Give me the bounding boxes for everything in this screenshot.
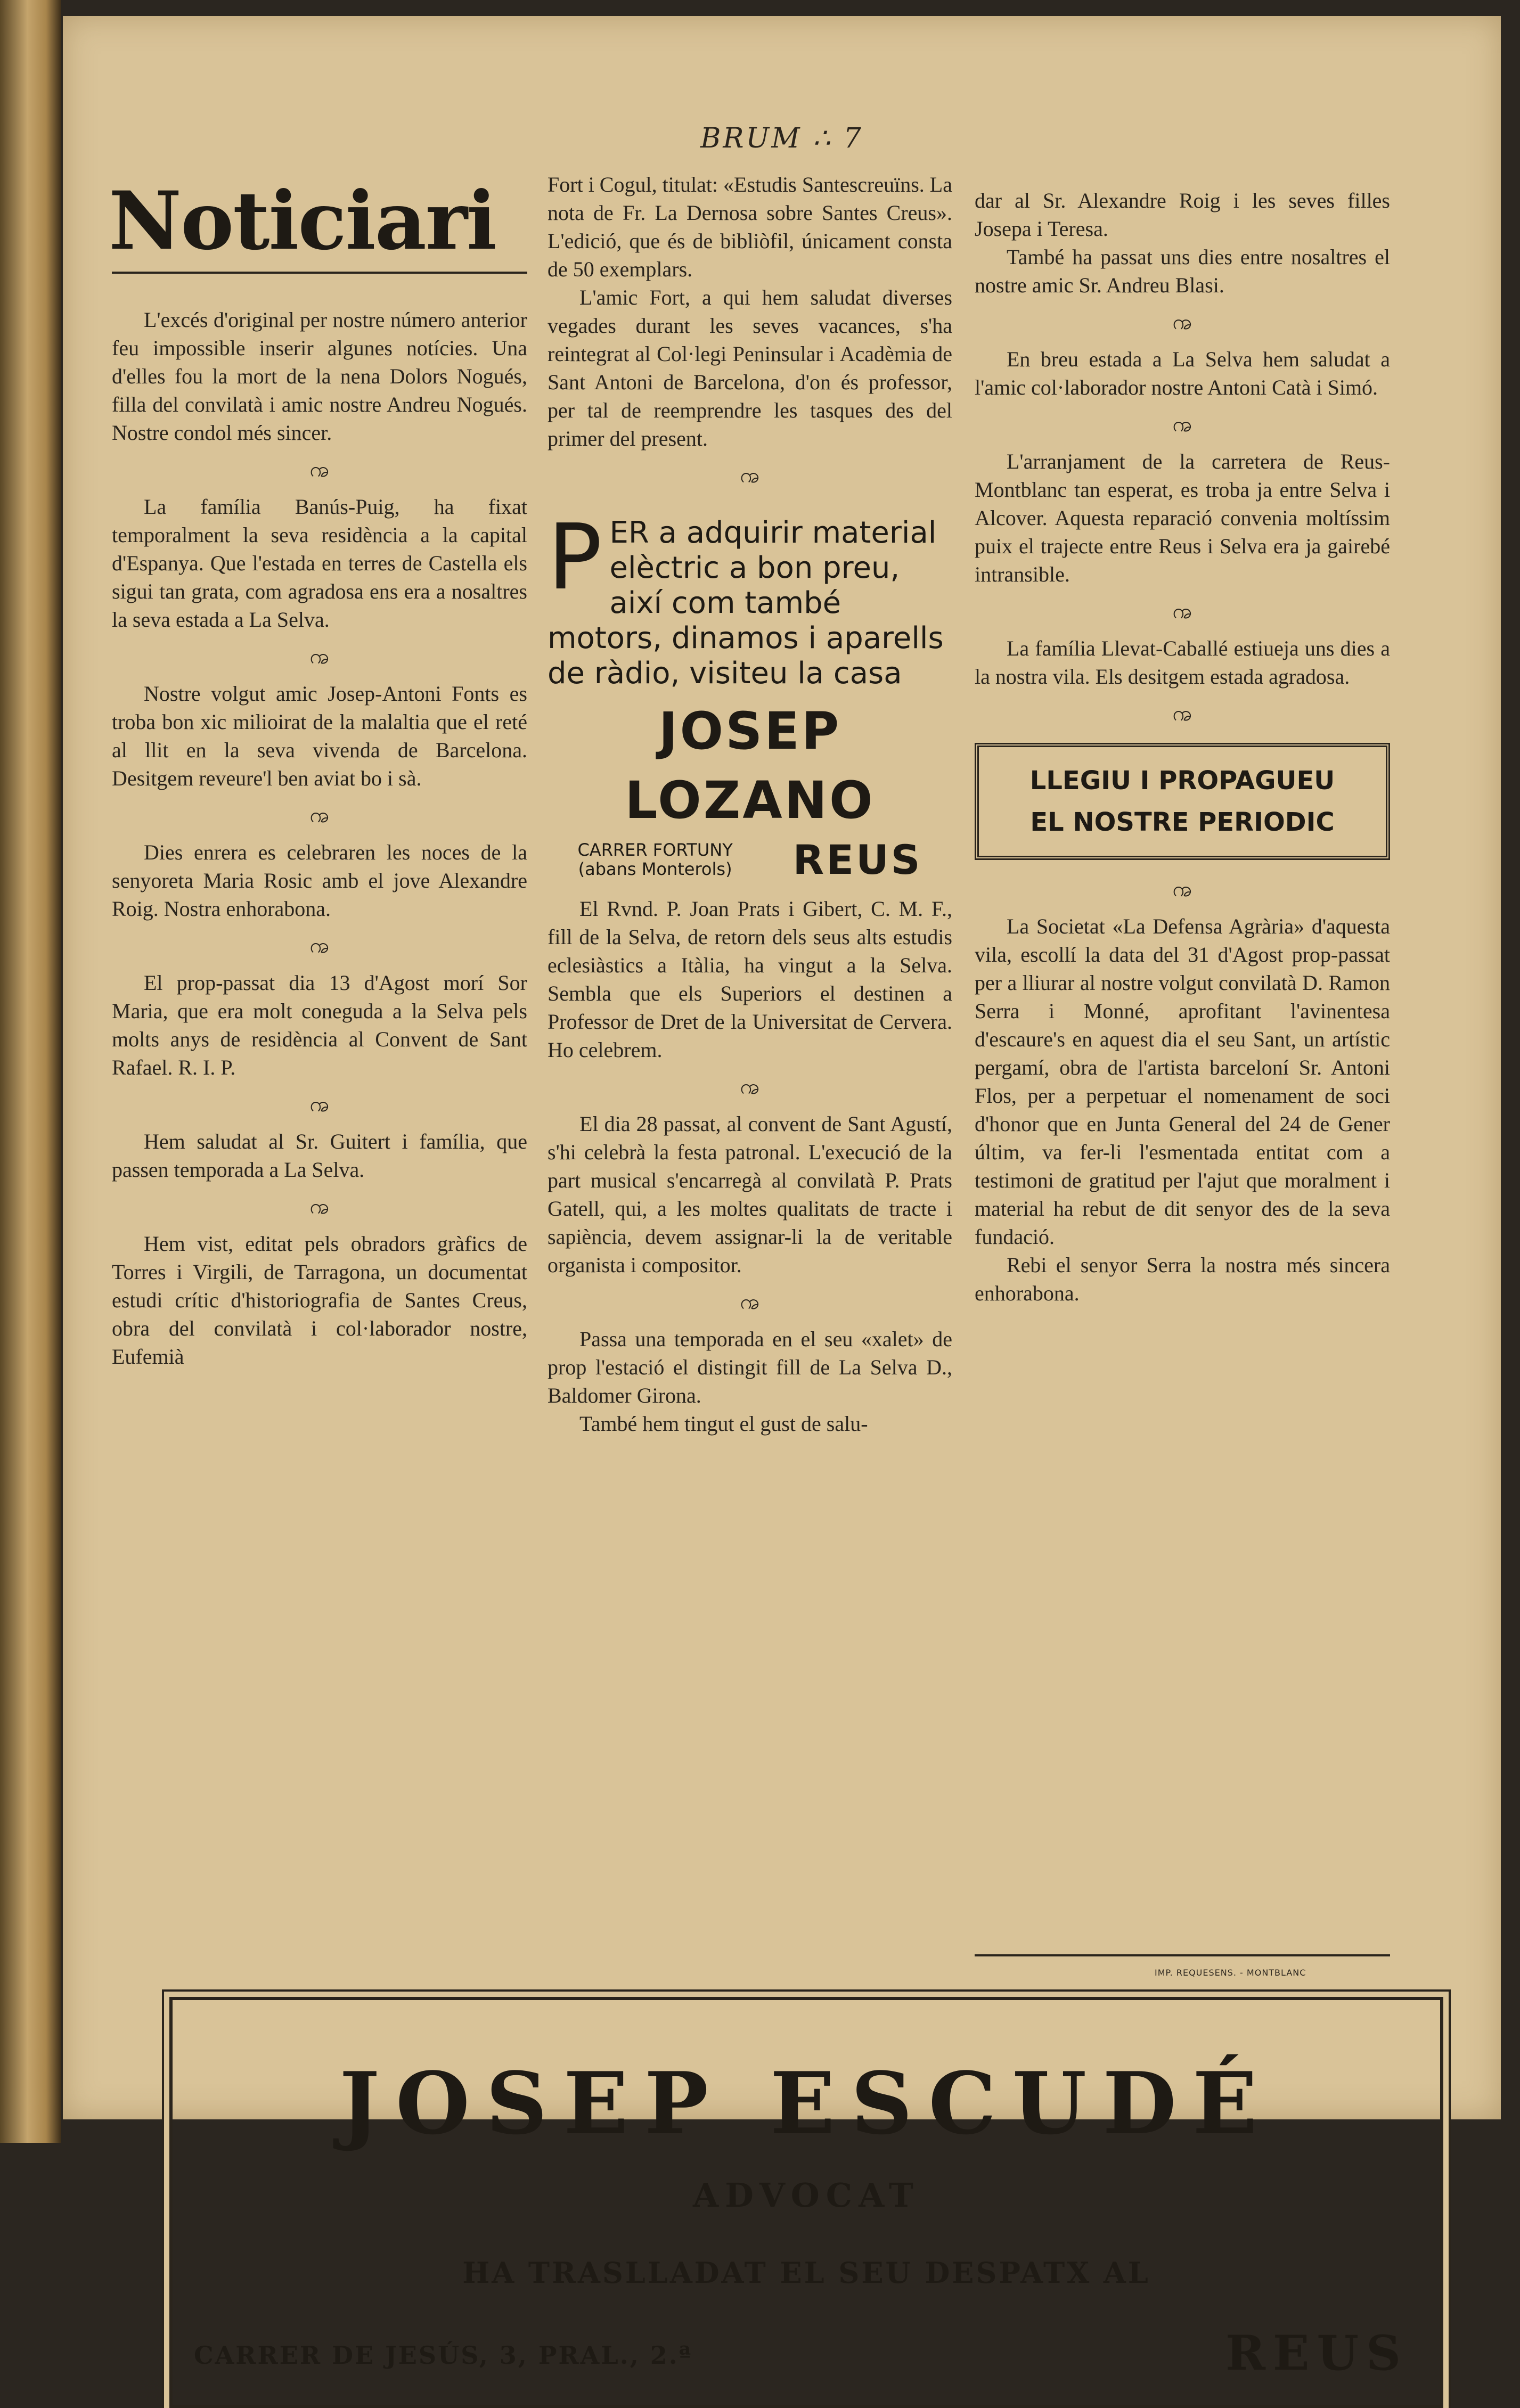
- news-item: Rebi el senyor Serra la nostra més sincera enhorabona.: [975, 1253, 1390, 1305]
- section-title: Noticiari: [109, 174, 496, 268]
- ornament-icon: ꩠ: [1172, 412, 1192, 436]
- ornament-icon: ꩠ: [740, 463, 760, 487]
- ornament-icon: ꩠ: [309, 1194, 330, 1218]
- ornament-icon: ꩠ: [309, 457, 330, 481]
- ornament-icon: ꩠ: [1172, 310, 1192, 334]
- ad-text: ER a adquirir material elèctric a bon preu, així com també motors, dinamos i aparells de ràdio, visiteu la casa: [547, 515, 944, 691]
- promo-line-1: LLEGIU I PROPAGUEU: [1029, 766, 1335, 796]
- title-rule: [112, 272, 527, 274]
- news-item: El prop-passat dia 13 d'Agost morí Sor Maria, que era molt coneguda a la Selva pels molts anys de residència al Convent de Sant Rafael. R. I. P.: [112, 971, 527, 1079]
- promo-box: [975, 743, 1390, 860]
- advocate-name: JOSEP ESCUDÉ: [339, 2053, 1273, 2153]
- news-item: Hem saludat al Sr. Guitert i família, que passen temporada a La Selva.: [112, 1129, 527, 1182]
- escude-advertisement: [169, 1997, 1443, 2408]
- ad-street-note: (abans Monterols): [578, 859, 732, 879]
- news-item: L'excés d'original per nostre número anterior feu impossible inserir algunes notícies. Una d'elles fou la mort de la nena Dolors Nogués, filla del convilatà i amic nostre Andreu Nogués. Nostre condol més sincer.: [112, 308, 527, 445]
- binding-spine: [0, 0, 61, 2143]
- news-item: En breu estada a La Selva hem saludat a l'amic col·laborador nostre Antoni Catà i Simó.: [975, 347, 1390, 399]
- news-item: El Rvnd. P. Joan Prats i Gibert, C. M. F., fill de la Selva, de retorn dels seus alts estudis eclesiàstics a Itàlia, ha vingut a la Selva. Sembla que els Superiors el destinen a Professor de Dret de la Universitat de Cervera. Ho celebrem.: [547, 897, 952, 1062]
- news-item: Dies enrera es celebraren les noces de la senyoreta Maria Rosic amb el jove Alexandre Roig. Nostra enhorabona.: [112, 840, 527, 921]
- drop-cap: P: [547, 505, 602, 610]
- news-item: Hem vist, editat pels obradors gràfics de Torres i Virgili, de Tarragona, un documentat estudi crític d'historiografia de Santes Creus, obra del convilatà i col·laborador nostre, Eufemià: [112, 1232, 527, 1369]
- news-item: També hem tingut el gust de salu-: [579, 1412, 868, 1436]
- ornament-icon: ꩠ: [309, 644, 330, 668]
- advocate-profession: ADVOCAT: [693, 2176, 920, 2215]
- ornament-icon: ꩠ: [740, 1075, 760, 1099]
- ornament-icon: ꩠ: [309, 933, 330, 957]
- office-city: REUS: [1225, 2325, 1408, 2381]
- office-address: CARRER DE JESÚS, 3, PRAL., 2.ª: [194, 2341, 693, 2370]
- ornament-icon: ꩠ: [1172, 877, 1192, 901]
- news-item: La família Llevat-Caballé estiueja uns dies a la nostra vila. Els desitgem estada agradosa.: [975, 636, 1390, 689]
- column-3: [975, 186, 1390, 1307]
- printer-credit: IMP. REQUESENS. - MONTBLANC: [1155, 1968, 1306, 1978]
- lozano-advertisement: [547, 505, 952, 883]
- news-item: Nostre volgut amic Josep-Antoni Fonts es troba bon xic milioirat de la malaltia que el reté al llit en la seva vivenda de Barcelona. Desitgem reveure'l ben aviat bo i sà.: [112, 682, 527, 790]
- running-head: BRUM ∴ 7: [700, 122, 863, 154]
- ornament-icon: ꩠ: [309, 1092, 330, 1116]
- promo-line-2: EL NOSTRE PERIODIC: [1030, 807, 1335, 837]
- ornament-icon: ꩠ: [1172, 701, 1192, 725]
- news-item: La Societat «La Defensa Agrària» d'aquesta vila, escollí la data del 31 d'Agost prop-passat per a lliurar al nostre volgut convilatà D. Ramon Serra i Monné, aprofitant l'avinentesa d'escaure's en aquest dia el seu Sant, un artístic pergamí, obra de l'artista barceloní Sr. Antoni Flos, per a perpetuar el nomenament de soci d'honor que en Junta General del 24 de Gener últim, va fer-li l'esmentada entitat com a testimoni de gratitud per l'ajut que moralment i material ha rebut de dit senyor des de la seva fundació.: [975, 914, 1390, 1249]
- news-item: També ha passat uns dies entre nosaltres el nostre amic Sr. Andreu Blasi.: [975, 245, 1390, 297]
- ornament-icon: ꩠ: [309, 803, 330, 827]
- ornament-icon: ꩠ: [740, 1290, 760, 1314]
- newspaper-page: [63, 16, 1501, 2381]
- column-2: [547, 170, 952, 1438]
- news-item: L'amic Fort, a qui hem saludat diverses vegades durant les seves vacances, s'ha reintegrat al Col·legi Peninsular i Acadèmia de Sant Antoni de Barcelona, d'on és professor, per tal de reemprendre les tasques des del primer del present.: [547, 285, 952, 451]
- news-item: Fort i Cogul, titulat: «Estudis Santescreuïns. La nota de Fr. La Dernosa sobre Santes Creus». L'edició, que és de bibliòfil, únicament consta de 50 exemplars.: [547, 173, 952, 281]
- news-item: dar al Sr. Alexandre Roig i les seves filles Josepa i Teresa.: [975, 189, 1390, 241]
- news-item: Passa una temporada en el seu «xalet» de prop l'estació el distingit fill de La Selva D., Baldomer Girona.: [547, 1327, 952, 1407]
- column-end-rule: [975, 1954, 1390, 1956]
- ad-street: CARRER FORTUNY: [577, 840, 733, 860]
- column-1: [109, 174, 527, 1371]
- ad-business-name: JOSEP LOZANO: [625, 701, 875, 830]
- news-item: La família Banús-Puig, ha fixat temporalment la seva residència a la capital d'Espanya. Que l'estada en terres de Castella els sigui tan grata, com agradosa ens era a nosaltres la seva estada a La Selva.: [112, 495, 527, 632]
- ad-city: REUS: [792, 836, 922, 883]
- moved-notice: HA TRASLLADAT EL SEU DESPATX AL: [462, 2256, 1150, 2290]
- news-item: L'arranjament de la carretera de Reus-Montblanc tan esperat, es troba ja entre Selva i Alcover. Aquesta reparació convenia moltíssim puix el trajecte entre Reus i Selva era ja gairebé intransible.: [975, 449, 1390, 586]
- ornament-icon: ꩠ: [1172, 599, 1192, 623]
- news-item: El dia 28 passat, al convent de Sant Agustí, s'hi celebrà la festa patronal. L'execució de la part musical s'encarregà al convilatà P. Prats Gatell, qui, a les moltes qualitats de tracte i sapiència, devem assignar-li la de veritable organista i compositor.: [547, 1112, 952, 1277]
